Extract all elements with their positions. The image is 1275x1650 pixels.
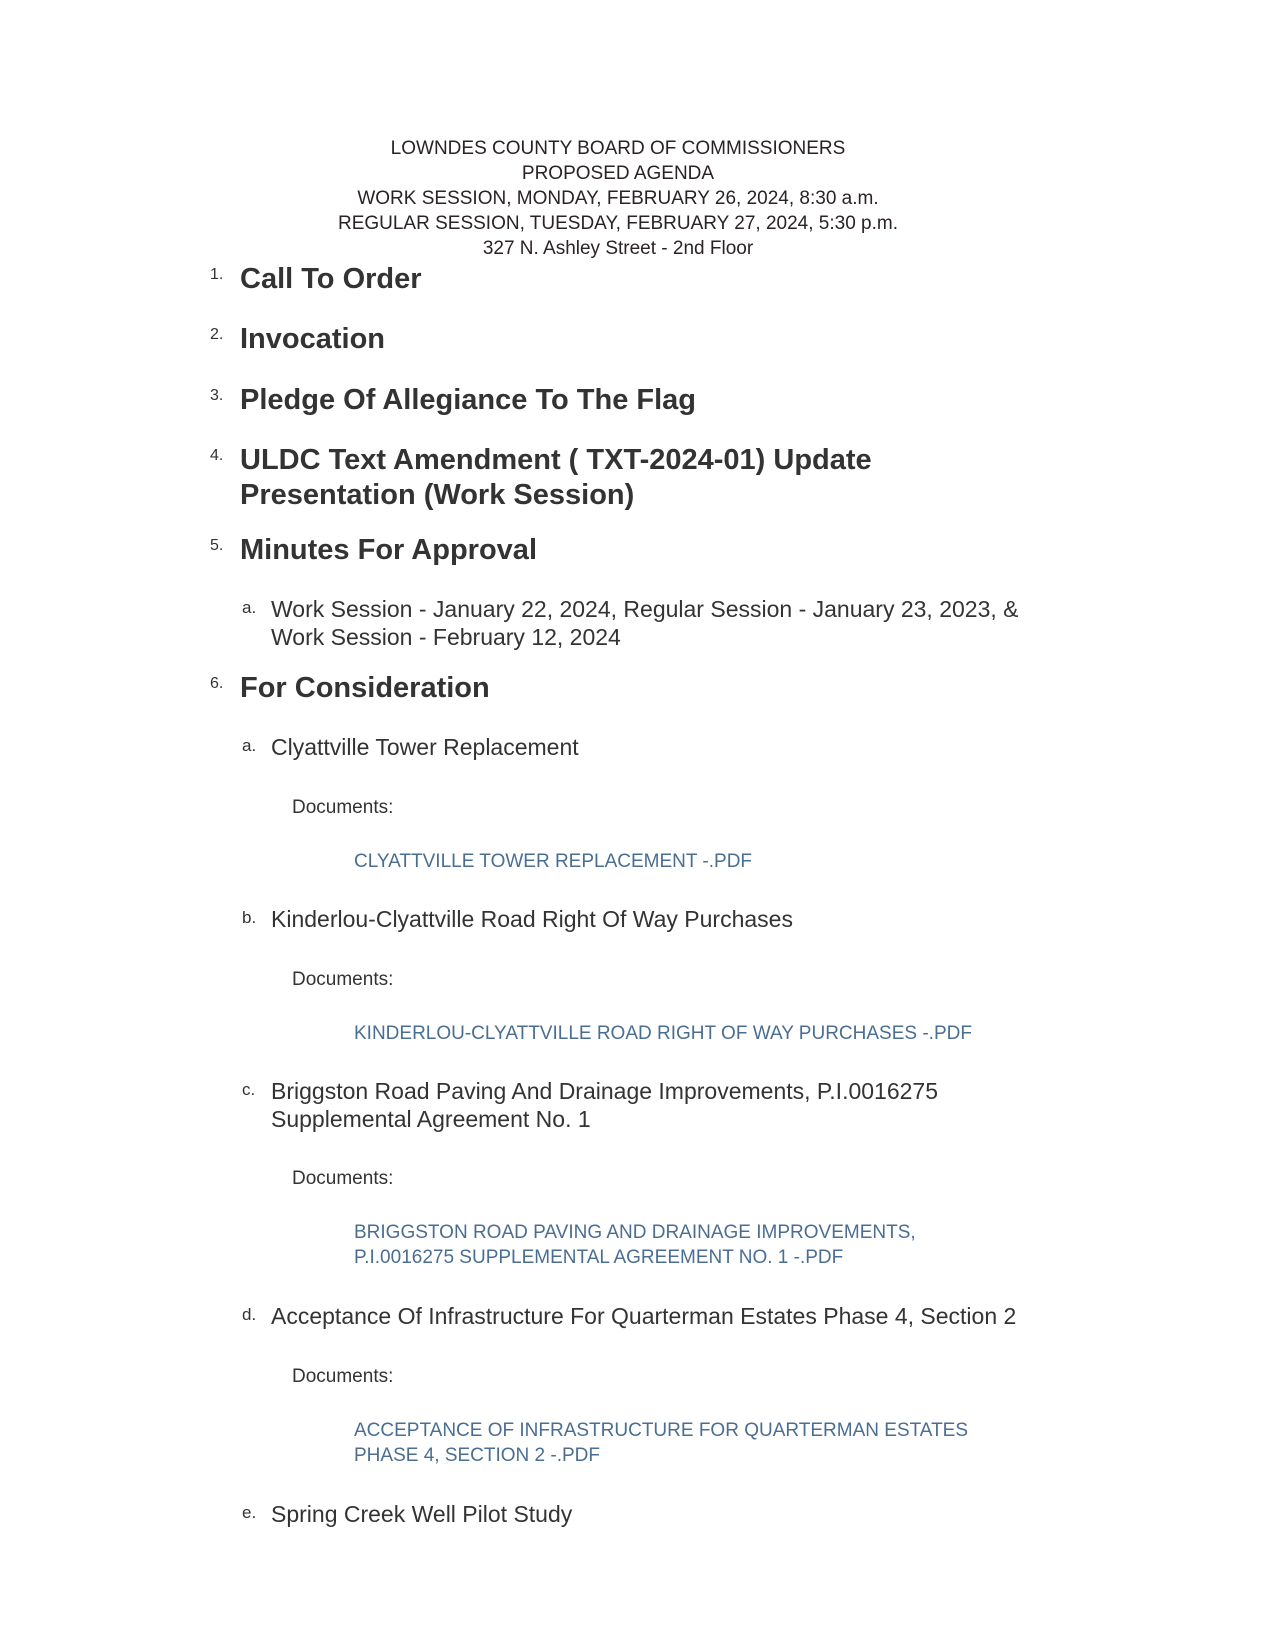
subitem-title-line1: Briggston Road Paving And Drainage Improvements, P.I.0016275: [271, 1078, 938, 1104]
header-regular-session: REGULAR SESSION, TUESDAY, FEBRUARY 27, 2024, 5:30 p.m.: [337, 213, 899, 234]
item-title: For Consideration: [240, 672, 490, 704]
header-location: 327 N. Ashley Street - 2nd Floor: [482, 238, 754, 259]
item-number: 4.: [210, 447, 224, 464]
item-number: 2.: [210, 326, 224, 343]
subitem-title: Clyattville Tower Replacement: [271, 734, 579, 760]
item-title: Call To Order: [240, 263, 422, 295]
header-organization: LOWNDES COUNTY BOARD OF COMMISSIONERS: [390, 138, 846, 159]
document-link-line2[interactable]: P.I.0016275 SUPPLEMENTAL AGREEMENT NO. 1 -.PDF: [354, 1247, 844, 1268]
item-number: 3.: [210, 387, 224, 404]
item-title: Pledge Of Allegiance To The Flag: [240, 384, 697, 416]
header-doc-type: PROPOSED AGENDA: [521, 163, 715, 184]
subitem-title: Acceptance Of Infrastructure For Quarterman Estates Phase 4, Section 2: [271, 1303, 1017, 1329]
item-number: 1.: [210, 266, 224, 283]
subitem-title: Kinderlou-Clyattville Road Right Of Way Purchases: [271, 906, 793, 932]
subitem-letter: e.: [242, 1503, 257, 1522]
subitem-title-line1: Work Session - January 22, 2024, Regular Session - January 23, 2023, &: [271, 596, 1019, 622]
documents-label: Documents:: [292, 969, 394, 990]
subitem-title-line2: Work Session - February 12, 2024: [271, 624, 621, 650]
subitem-title: Spring Creek Well Pilot Study: [271, 1501, 573, 1527]
item-title: Minutes For Approval: [240, 534, 537, 566]
document-link[interactable]: KINDERLOU-CLYATTVILLE ROAD RIGHT OF WAY PURCHASES -.PDF: [354, 1023, 972, 1044]
document-link-line1[interactable]: BRIGGSTON ROAD PAVING AND DRAINAGE IMPROVEMENTS,: [354, 1222, 916, 1243]
header-work-session: WORK SESSION, MONDAY, FEBRUARY 26, 2024, 8:30 a.m.: [357, 188, 879, 209]
documents-label: Documents:: [292, 797, 394, 818]
agenda-header: [0, 136, 1236, 261]
subitem-letter: b.: [242, 908, 257, 927]
item-title-line1: ULDC Text Amendment ( TXT-2024-01) Update: [240, 444, 872, 476]
documents-label: Documents:: [292, 1366, 394, 1387]
document-link-line2[interactable]: PHASE 4, SECTION 2 -.PDF: [354, 1445, 600, 1466]
subitem-letter: a.: [242, 598, 257, 617]
subitem-letter: c.: [242, 1080, 256, 1099]
document-link-line1[interactable]: ACCEPTANCE OF INFRASTRUCTURE FOR QUARTERMAN ESTATES: [354, 1420, 969, 1441]
item-title-line2: Presentation (Work Session): [240, 479, 635, 511]
subitem-letter: a.: [242, 736, 257, 755]
item-number: 5.: [210, 537, 224, 554]
item-number: 6.: [210, 675, 224, 692]
subitem-letter: d.: [242, 1305, 257, 1324]
document-link[interactable]: CLYATTVILLE TOWER REPLACEMENT -.PDF: [354, 851, 753, 872]
subitem-title-line2: Supplemental Agreement No. 1: [271, 1106, 591, 1132]
documents-label: Documents:: [292, 1168, 394, 1189]
item-title: Invocation: [240, 323, 386, 355]
